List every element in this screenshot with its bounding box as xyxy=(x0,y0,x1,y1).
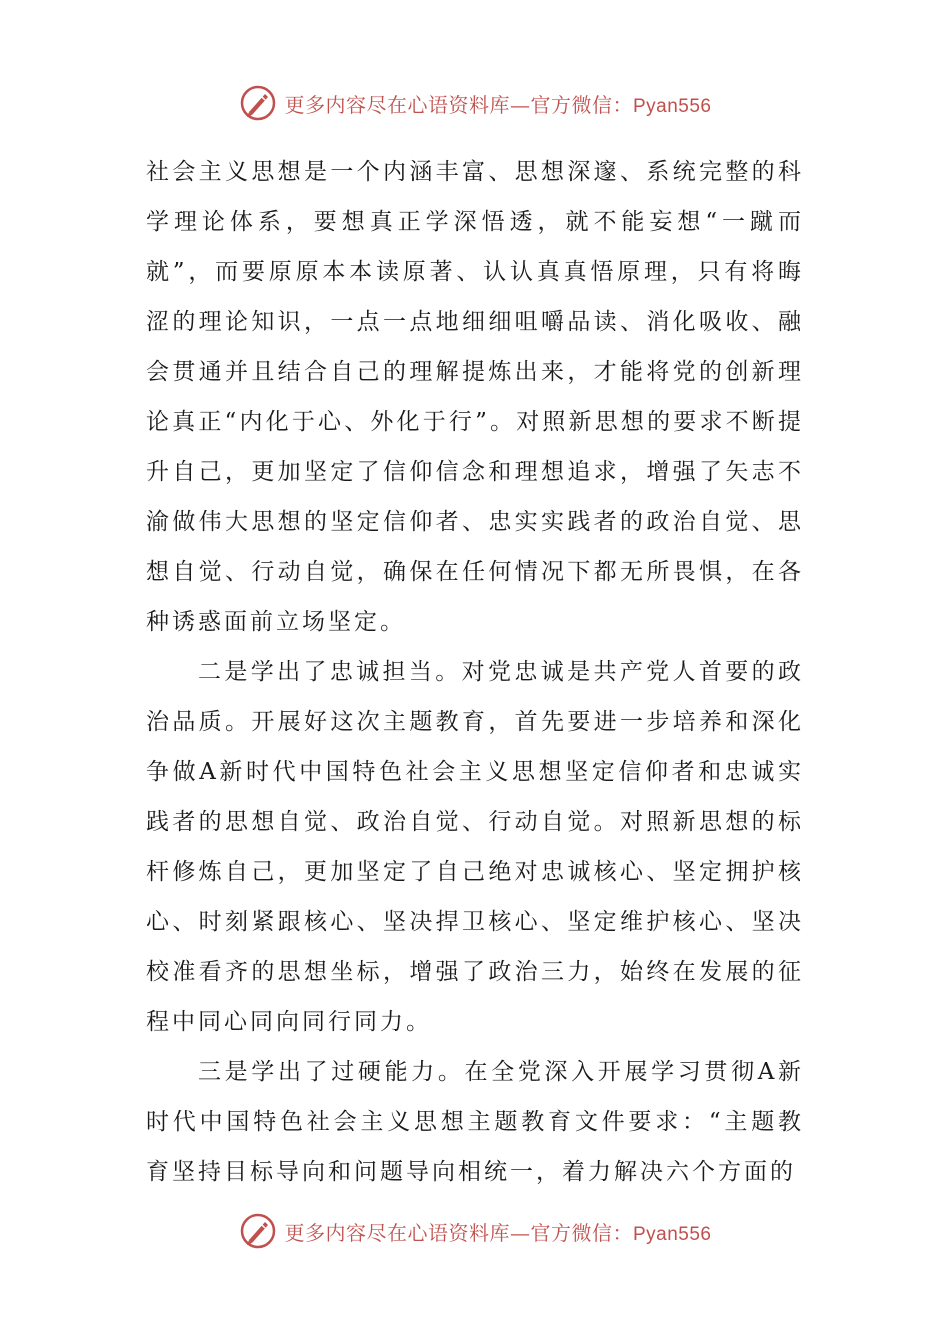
paragraph-1: 社会主义思想是一个内涵丰富、思想深邃、系统完整的科学理论体系，要想真正学深悟透，就不能妄想“一蹴而就”，而要原原本本读原著、认认真真悟原理，只有将晦涩的理论知识，一点一点地细细咀嚼品读、消化吸收、融会贯通并且结合自己的理解提炼出来，才能将党的创新理论真正“内化于心、外化于行”。对照新思想的要求不断提升自己，更加坚定了信仰信念和理想追求，增强了矢志不渝做伟大思想的坚定信仰者、忠实实践者的政治自觉、思想自觉、行动自觉，确保在任何情况下都无所畏惧，在各种诱惑面前立场坚定。 xyxy=(146,159,804,635)
watermark-wechat-id: Pyan556 xyxy=(632,95,712,117)
document-body xyxy=(146,147,804,1197)
watermark-text: 更多内容尽在心语资料库—官方微信：Pyan556 xyxy=(284,92,712,117)
pen-nib-logo-icon xyxy=(238,83,278,123)
watermark-wechat-id: Pyan556 xyxy=(632,1223,712,1245)
paragraph-3: 三是学出了过硬能力。在全党深入开展学习贯彻A新时代中国特色社会主义思想主题教育文件要求：“主题教育坚持目标导向和问题导向相统一，着力解决六个方面的 xyxy=(146,1059,804,1185)
watermark-text: 更多内容尽在心语资料库—官方微信：Pyan556 xyxy=(284,1220,712,1245)
footer-watermark-banner xyxy=(0,1206,950,1256)
header-watermark-banner xyxy=(0,78,950,128)
paragraph-2: 二是学出了忠诚担当。对党忠诚是共产党人首要的政治品质。开展好这次主题教育，首先要进一步培养和深化争做A新时代中国特色社会主义思想坚定信仰者和忠诚实践者的思想自觉、政治自觉、行动自觉。对照新思想的标杆修炼自己，更加坚定了自己绝对忠诚核心、坚定拥护核心、时刻紧跟核心、坚决捍卫核心、坚定维护核心、坚决校准看齐的思想坐标，增强了政治三力，始终在发展的征程中同心同向同行同力。 xyxy=(146,659,804,1035)
pen-nib-logo-icon xyxy=(238,1211,278,1251)
